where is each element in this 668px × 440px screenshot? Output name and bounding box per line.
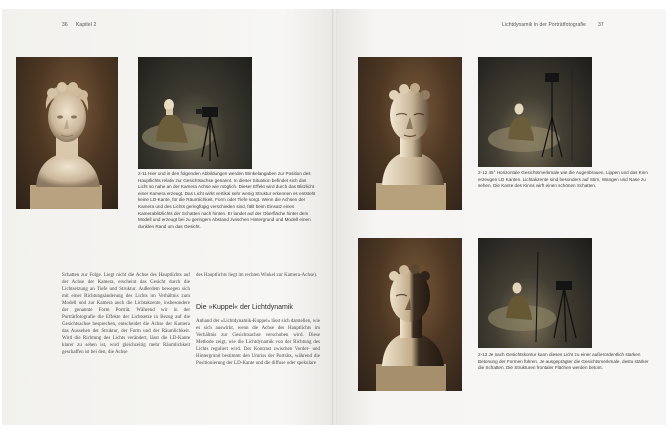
figure-caption-2-12: 2-12 45° Horizontale Gesichtsmerkmale wie die Augenbrauen, Lippen und das Kinn erzeugen LD Kanten. Lichtakzente sind besonders auf Stirn, Wangen und Nase zu sehen. Die Kante des Kinns wirft einen schönen Schatten. bbox=[478, 170, 648, 189]
studio-setup-photo-1 bbox=[138, 57, 252, 169]
right-page-number: 37 bbox=[598, 22, 604, 28]
left-page-number: 36 bbox=[62, 22, 68, 28]
studio-setup-photo-2 bbox=[478, 57, 592, 167]
figure-caption-2-13: 2-13 Je nach Gesichtskontur kann dieses Licht zu einer außerordentlich starken Betonung der Formen führen. Je ausgeprägter die Gesichtsmerkmale, desto stärker die Schatten. Die Strukturen frontaler Flächen werden betont. bbox=[478, 352, 649, 371]
body-text-column-1: Schatten zur Folge. Liegt nicht die Achse des Hauptlichts auf der Achse der Kamera, erscheint das Gesicht durch die Lichtsetzung an Tiefe und Struktur. Außerdem bewegen sich mit einer Richtungsänderung des Lichts im Verhältnis zum Modell und zur Kamera auch die Lichtakzente, insbesondere der genannte Form Porträt. Während wir in der Porträtfotografie die Effekte der Lichtsetze in Bezug auf die Gesichtsachse besprechen, entscheidet die Achse der Kamera das Aussehen der Struktur, der Form und der Räumlichkeit. Wird die Richtung des Lichts verändert, lässt die LD-Kante klarer zu sehen ist, wird gleichzeitig mehr Räumlichkeit geschaffen ist bei den, die Achse bbox=[62, 273, 190, 355]
section-heading-kuppel bbox=[196, 304, 320, 311]
figure-caption-2-11: 2-11 Hier und in den folgenden Abbildungen werden Winkelangaben zur Position des Hauptlichts relativ zur Gesichtsachse genannt. In dieser Situation befindet sich das Licht so nahe an der Kamera Achse wie möglich. Dieser Effekt wird durch das Blitzlicht einer Kamera erzeugt. Das Licht wirkt vertikal sehr wenig Struktur erkennen es entsteht keine LD-Kante, für die Räumlichkeit, Form oder Tiefe sorgt. Wenn die Achsen der Kamera und des Lichts geringfügig verschieden sind, fällt beim Einsatz eines Kamerablitzlichts der Schatten nach hinten. Er landet auf der Oberfläche hinter dem Modell und erzeugt bei zu geringem Abstand zwischen Hintergrund und Modell einen dunklen Rand um das Gesicht. bbox=[138, 171, 316, 229]
body-text-column-2-intro: des Hauptlichts liegt im rechten Winkel zur Kamera-Achse). bbox=[196, 273, 318, 278]
studio-setup-photo-3 bbox=[478, 238, 592, 348]
bust-photo-frontal bbox=[16, 57, 118, 209]
bust-photo-45-degree bbox=[358, 57, 462, 210]
body-text-column-2: Anhand der »Lichtdynamik-Kuppel« lässt sich darstellen, wie es sich auswirkt, wenn die Achse des Hauptlichts im Verhältnis zur Gesichtsachse verschoben wird. Diese Methode zeigt, wie die Lichtdynamik von der Richtung des Lichts reguliert wird. Der Kontrast zwischen Vorder- und Hintergrund bestimmt den Umriss der Porträts, während die Positionierung der LD-Kante und die diffuse oder spekulare bbox=[196, 319, 320, 366]
right-running-head: Lichtdynamik in der Porträtfotografie bbox=[502, 22, 587, 28]
left-running-head: Kapitel 2 bbox=[76, 22, 97, 28]
section-heading-text: Die »Kuppel« der Lichtdynamik bbox=[196, 304, 293, 311]
bust-photo-90-degree bbox=[358, 238, 462, 391]
